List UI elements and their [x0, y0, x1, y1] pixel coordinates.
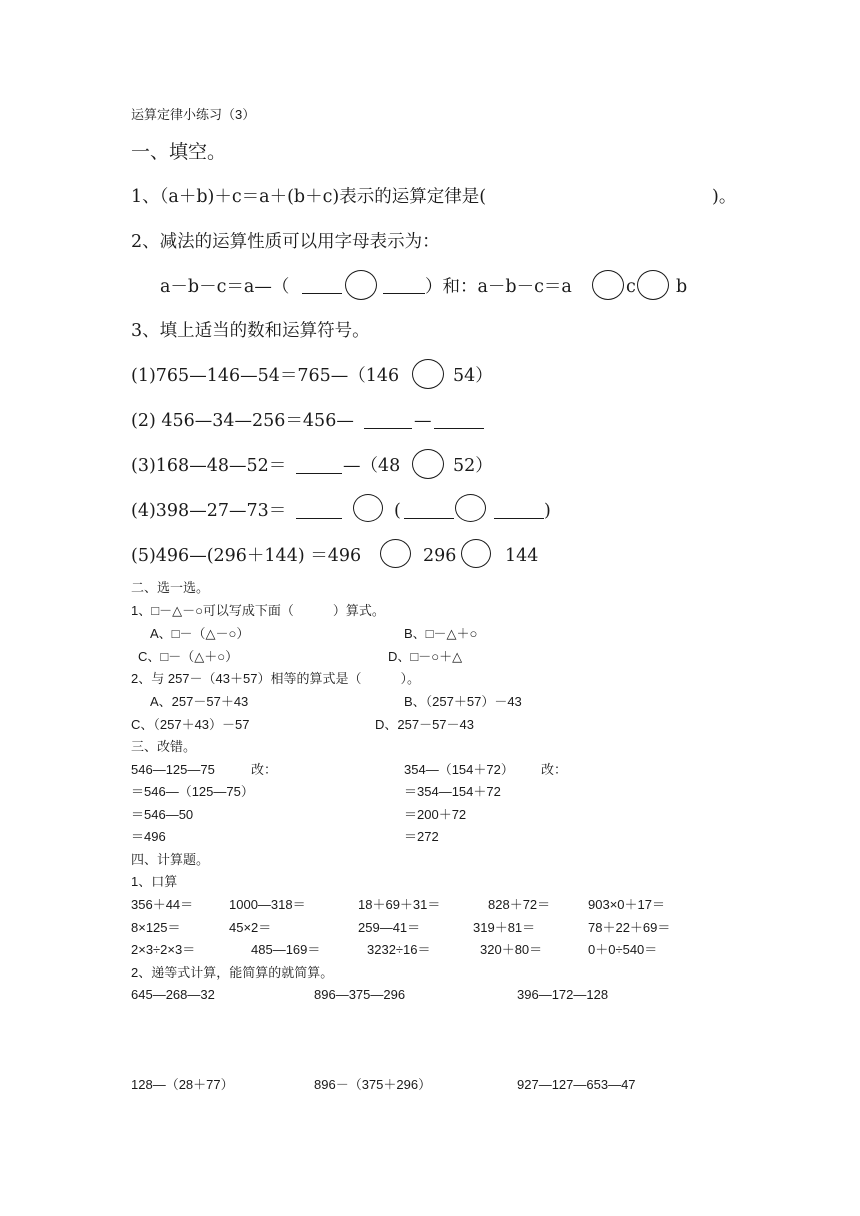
oral-item: 0＋0÷540＝ [588, 942, 658, 957]
oral-item: 3232÷16＝ [367, 942, 431, 957]
oral-item: 356＋44＝ [131, 897, 194, 912]
part2-q1-option-d: D、□－○＋△ [388, 649, 463, 664]
oral-item: 319＋81＝ [473, 920, 536, 935]
part2-q1-option-c: C、□－（△＋○） [138, 649, 239, 664]
calc-item: 896－（375＋296） [314, 1077, 432, 1092]
part1-heading: 一、填空。 [131, 141, 227, 163]
q3-line1-right: 54） [453, 366, 493, 386]
part2-heading: 二、选一选。 [131, 580, 210, 595]
q2-formula1-right: ）和：a－b－c＝a [425, 277, 572, 297]
part4-sub2: 2、递等式计算，能简算的就简算。 [131, 965, 334, 980]
operator-circle[interactable] [412, 449, 444, 479]
q3-line4-open: ( [394, 501, 401, 521]
answer-blank[interactable] [494, 518, 544, 519]
part3-right-fix-label: 改： [541, 762, 568, 777]
part2-q1-option-a: A、□－（△－○） [150, 626, 250, 641]
operator-circle[interactable] [412, 359, 444, 389]
q3-text: 3、填上适当的数和运算符号。 [131, 321, 370, 341]
oral-item: 259—41＝ [358, 920, 421, 935]
part3-heading: 三、改错。 [131, 739, 197, 754]
answer-blank[interactable] [302, 293, 342, 294]
operator-circle[interactable] [380, 539, 411, 568]
calc-item: 927—127—653—47 [517, 1077, 636, 1092]
answer-blank[interactable] [364, 428, 412, 429]
part2-q2-option-d: D、257－57－43 [375, 717, 474, 732]
q3-line2-mid: — [414, 411, 432, 431]
operator-circle[interactable] [592, 270, 624, 300]
q3-line4-left: (4)398—27—73＝ [131, 501, 287, 521]
operator-circle[interactable] [345, 270, 377, 300]
operator-circle[interactable] [353, 494, 383, 522]
part3-left-line: ＝496 [131, 829, 166, 844]
part2-q1: 1、□－△－○可以写成下面（ ）算式。 [131, 603, 385, 618]
answer-blank[interactable] [404, 518, 454, 519]
q2-text: 2、减法的运算性质可以用字母表示为： [131, 232, 440, 252]
part3-right-line: 354—（154＋72） [404, 762, 514, 777]
q1-text: 1、（a＋b)＋c＝a＋(b＋c)表示的运算定律是( [131, 187, 487, 207]
q2-formula1-b: b [676, 277, 688, 297]
part3-right-line: ＝354—154＋72 [404, 784, 501, 799]
q3-line3-right: 52） [453, 456, 493, 476]
q3-line2-left: (2) 456—34—256＝456— [131, 411, 354, 431]
q3-line3-left: (3)168—48—52＝ [131, 456, 287, 476]
q1-close: )。 [712, 187, 737, 207]
part2-q2-option-b: B、（257＋57）－43 [404, 694, 522, 709]
q3-line4-close: ) [544, 501, 551, 521]
part2-q1-option-b: B、□－△＋○ [404, 626, 478, 641]
answer-blank[interactable] [296, 518, 342, 519]
oral-item: 78＋22＋69＝ [588, 920, 671, 935]
oral-item: 8×125＝ [131, 920, 181, 935]
operator-circle[interactable] [455, 494, 486, 522]
q3-line3-mid: —（48 [343, 456, 401, 476]
part2-q2: 2、与 257－（43＋57）相等的算式是（ ）。 [131, 671, 420, 686]
part3-right-line: ＝200＋72 [404, 807, 467, 822]
part3-left-fix-label: 改： [251, 762, 278, 777]
oral-item: 903×0＋17＝ [588, 897, 665, 912]
operator-circle[interactable] [461, 539, 491, 568]
answer-blank[interactable] [434, 428, 484, 429]
calc-item: 396—172—128 [517, 987, 609, 1002]
worksheet-title: 运算定律小练习（3） [131, 107, 256, 122]
part3-right-line: ＝272 [404, 829, 439, 844]
oral-item: 485—169＝ [251, 942, 321, 957]
calc-item: 128—（28＋77） [131, 1077, 234, 1092]
answer-blank[interactable] [296, 473, 342, 474]
part3-left-line: 546—125—75 [131, 762, 215, 777]
part4-sub1: 1、口算 [131, 874, 178, 889]
part3-left-line: ＝546—50 [131, 807, 194, 822]
calc-item: 645—268—32 [131, 987, 215, 1002]
part4-heading: 四、计算题。 [131, 852, 210, 867]
q2-formula1-left: a－b－c＝a—（ [160, 277, 290, 297]
q2-formula1-c: c [626, 277, 636, 297]
oral-item: 18＋69＋31＝ [358, 897, 441, 912]
q3-line5-right: 144 [505, 546, 539, 566]
q3-line5-left: (5)496—(296＋144) ＝496 [131, 546, 362, 566]
q3-line5-mid: 296 [423, 546, 457, 566]
oral-item: 1000—318＝ [229, 897, 306, 912]
calc-item: 896—375—296 [314, 987, 406, 1002]
part3-left-line: ＝546—（125—75） [131, 784, 254, 799]
oral-item: 2×3÷2×3＝ [131, 942, 196, 957]
oral-item: 45×2＝ [229, 920, 272, 935]
oral-item: 828＋72＝ [488, 897, 551, 912]
part2-q2-option-a: A、257－57＋43 [150, 694, 249, 709]
operator-circle[interactable] [637, 270, 669, 300]
q3-line1-left: (1)765—146—54＝765—（146 [131, 366, 400, 386]
part2-q2-option-c: C、（257＋43）－57 [131, 717, 250, 732]
answer-blank[interactable] [383, 293, 425, 294]
oral-item: 320＋80＝ [480, 942, 543, 957]
